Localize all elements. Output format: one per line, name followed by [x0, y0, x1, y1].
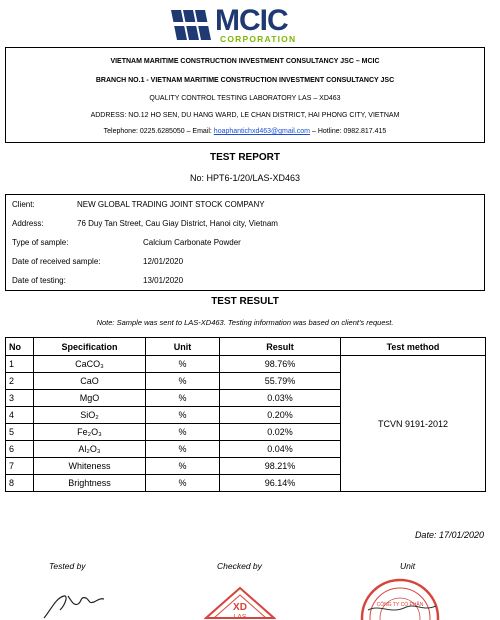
- row-result: 0.20%: [220, 407, 341, 424]
- received-date-label: Date of received sample:: [12, 257, 101, 266]
- testing-date-label: Date of testing:: [12, 276, 66, 285]
- row-no: 2: [6, 373, 34, 390]
- mcic-logo-mark-icon: [169, 8, 213, 42]
- checked-by-label: Checked by: [217, 561, 262, 571]
- checked-stamp-icon: [204, 586, 276, 620]
- row-unit: %: [146, 424, 220, 441]
- row-no: 6: [6, 441, 34, 458]
- received-date-value: 12/01/2020: [143, 257, 184, 266]
- address-label: Address:: [12, 219, 44, 228]
- row-result: 96.14%: [220, 475, 341, 492]
- row-result: 0.04%: [220, 441, 341, 458]
- row-result: 0.03%: [220, 390, 341, 407]
- row-spec: SiO₂: [34, 407, 146, 424]
- row-unit: %: [146, 458, 220, 475]
- row-spec: Brightness: [34, 475, 146, 492]
- col-header-no: No: [6, 338, 34, 356]
- row-spec: Al₂O₃: [34, 441, 146, 458]
- col-header-result: Result: [220, 338, 341, 356]
- company-seal-icon: [360, 574, 440, 620]
- sample-type-value: Calcium Carbonate Powder: [143, 238, 241, 247]
- row-no: 3: [6, 390, 34, 407]
- row-result: 98.21%: [220, 458, 341, 475]
- mcic-logo: [169, 4, 319, 44]
- test-method-cell: TCVN 9191-2012: [341, 356, 486, 492]
- tester-signature-icon: [38, 590, 108, 620]
- row-no: 4: [6, 407, 34, 424]
- stamp-las-text: LAS: [233, 614, 247, 620]
- result-table: [5, 337, 486, 492]
- row-no: 7: [6, 458, 34, 475]
- result-title: TEST RESULT: [211, 296, 279, 307]
- row-spec: Fe₂O₃: [34, 424, 146, 441]
- email-link[interactable]: hoaphantichxd463@gmail.com: [213, 128, 311, 135]
- report-number: No: HPT6-1/20/LAS-XD463: [189, 173, 301, 183]
- sample-type-label: Type of sample:: [12, 238, 69, 247]
- address-value: 76 Duy Tan Street, Cau Giay District, Hanoi city, Vietnam: [77, 219, 278, 228]
- logo-wordmark: MCIC: [215, 4, 288, 37]
- row-unit: %: [146, 390, 220, 407]
- table-row: [6, 356, 486, 373]
- logo-subtext: CORPORATION: [220, 34, 297, 44]
- testing-date-value: 13/01/2020: [143, 276, 184, 285]
- client-info: [5, 194, 485, 291]
- row-result: 55.79%: [220, 373, 341, 390]
- col-header-spec: Specification: [34, 338, 146, 356]
- client-value: NEW GLOBAL TRADING JOINT STOCK COMPANY: [77, 200, 265, 209]
- company-address: ADDRESS: NO.12 HO SEN, DU HANG WARD, LE CHAN DISTRICT, HAI PHONG CITY, VIETNAM: [90, 112, 400, 119]
- result-note: Note: Sample was sent to LAS-XD463. Testing information was based on client’s request.: [96, 318, 394, 327]
- seal-text: CÔNG TY CỔ PHẦN: [376, 602, 424, 608]
- row-unit: %: [146, 356, 220, 373]
- company-name: VIETNAM MARITIME CONSTRUCTION INVESTMENT CONSULTANCY JSC – MCIC: [110, 58, 380, 65]
- row-result: 0.02%: [220, 424, 341, 441]
- company-header: [5, 47, 485, 143]
- contact-line: [6, 128, 484, 135]
- row-no: 5: [6, 424, 34, 441]
- client-label: Client:: [12, 200, 35, 209]
- tested-by-label: Tested by: [49, 561, 86, 571]
- lab-name: QUALITY CONTROL TESTING LABORATORY LAS – XD463: [149, 95, 341, 102]
- row-unit: %: [146, 407, 220, 424]
- row-spec: MgO: [34, 390, 146, 407]
- row-spec: CaCO₃: [34, 356, 146, 373]
- row-no: 8: [6, 475, 34, 492]
- table-header-row: [6, 338, 486, 356]
- hotline-text: – Hotline: 0982.817.415: [310, 128, 387, 135]
- col-header-method: Test method: [341, 338, 486, 356]
- row-result: 98.76%: [220, 356, 341, 373]
- report-date: Date: 17/01/2020: [414, 530, 484, 540]
- telephone-text: Telephone: 0225.6285050 – Email:: [103, 128, 214, 135]
- stamp-xd-text: XD: [233, 602, 247, 613]
- row-no: 1: [6, 356, 34, 373]
- row-unit: %: [146, 373, 220, 390]
- row-spec: Whiteness: [34, 458, 146, 475]
- result-table-body: [6, 356, 486, 492]
- col-header-unit: Unit: [146, 338, 220, 356]
- row-unit: %: [146, 475, 220, 492]
- report-title: TEST REPORT: [209, 152, 280, 163]
- row-spec: CaO: [34, 373, 146, 390]
- branch-name: BRANCH NO.1 - VIETNAM MARITIME CONSTRUCTION INVESTMENT CONSULTANCY JSC: [95, 77, 395, 84]
- unit-label: Unit: [400, 561, 416, 571]
- row-unit: %: [146, 441, 220, 458]
